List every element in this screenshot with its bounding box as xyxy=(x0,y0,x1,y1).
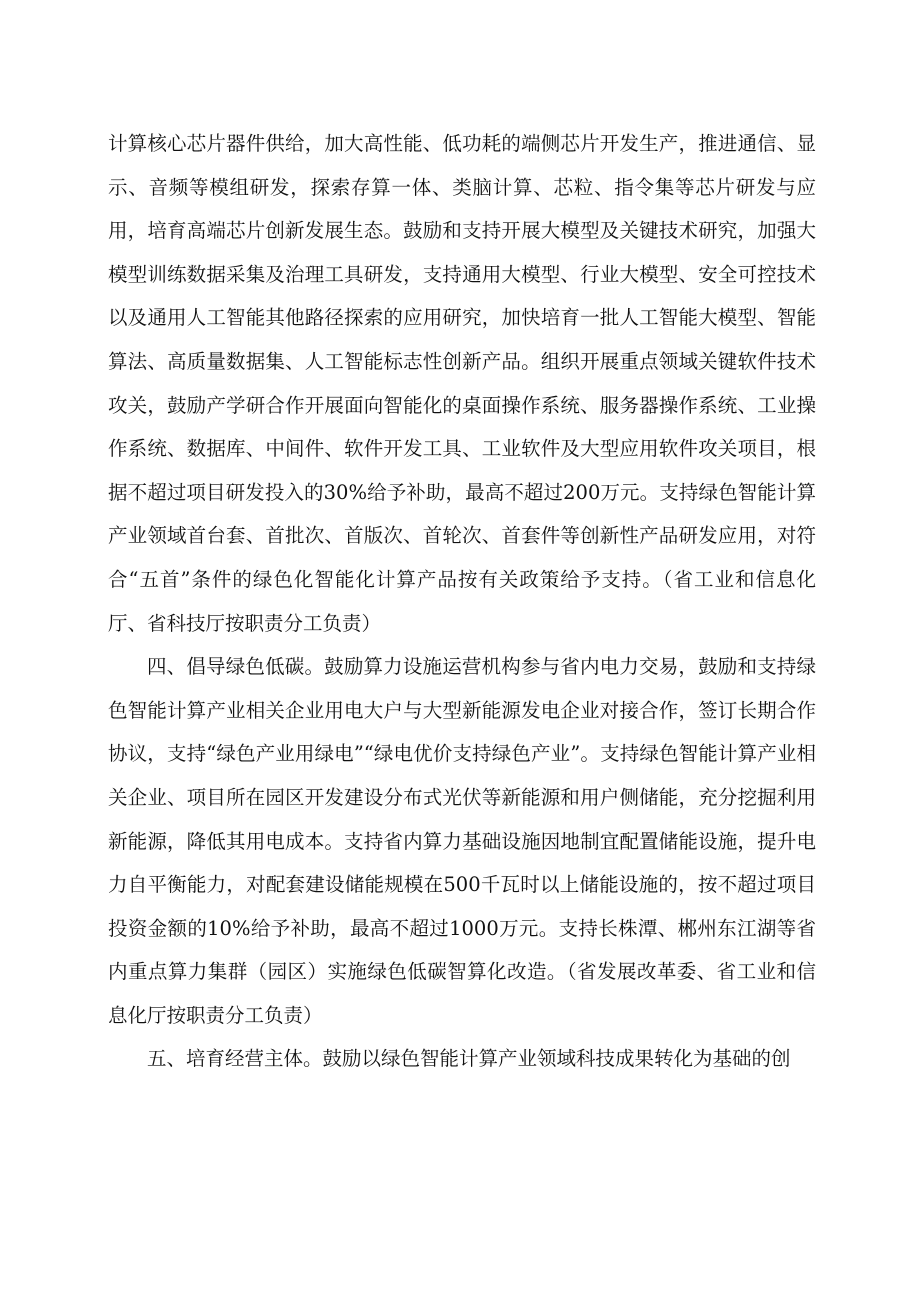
paragraph-chip-software-support: 计算核心芯片器件供给，加大高性能、低功耗的端侧芯片开发生产，推进通信、显示、音频等模组研发，探索存算一体、类脑计算、芯粒、指令集等芯片研发与应用，培育高端芯片创新发展生态。鼓励和支持开展大模型及关键技术研究，加强大模型训练数据采集及治理工具研发，支持通用大模型、行业大模型、安全可控技术以及通用人工智能其他路径探索的应用研究，加快培育一批人工智能大模型、智能算法、高质量数据集、人工智能标志性创新产品。组织开展重点领域关键软件技术攻关，鼓励产学研合作开展面向智能化的桌面操作系统、服务器操作系统、工业操作系统、数据库、中间件、软件开发工具、工业软件及大型应用软件攻关项目，根据不超过项目研发投入的30%给予补助，最高不超过200万元。支持绿色智能计算产业领域首台套、首批次、首版次、首轮次、首套件等创新性产品研发应用，对符合“五首”条件的绿色化智能化计算产品按有关政策给予支持。（省工业和信息化厅、省科技厅按职责分工负责） xyxy=(108,132,816,635)
paragraph-green-low-carbon: 四、倡导绿色低碳。鼓励算力设施运营机构参与省内电力交易，鼓励和支持绿色智能计算产业相关企业用电大户与大型新能源发电企业对接合作，签订长期合作协议，支持“绿色产业用绿电”“绿电优价支持绿色产业”。支持绿色智能计算产业相关企业、项目所在园区开发建设分布式光伏等新能源和用户侧储能，充分挖掘利用新能源，降低其用电成本。支持省内算力基础设施因地制宜配置储能设施，提升电力自平衡能力，对配套建设储能规模在500千瓦时以上储能设施的，按不超过项目投资金额的10%给予补助，最高不超过1000万元。支持长株潭、郴州东江湖等省内重点算力集群（园区）实施绿色低碳智算化改造。（省发展改革委、省工业和信息化厅按职责分工负责） xyxy=(108,655,816,1027)
document-body xyxy=(108,122,816,1081)
paragraph-cultivate-entities: 五、培育经营主体。鼓励以绿色智能计算产业领域科技成果转化为基础的创 xyxy=(147,1047,791,1071)
